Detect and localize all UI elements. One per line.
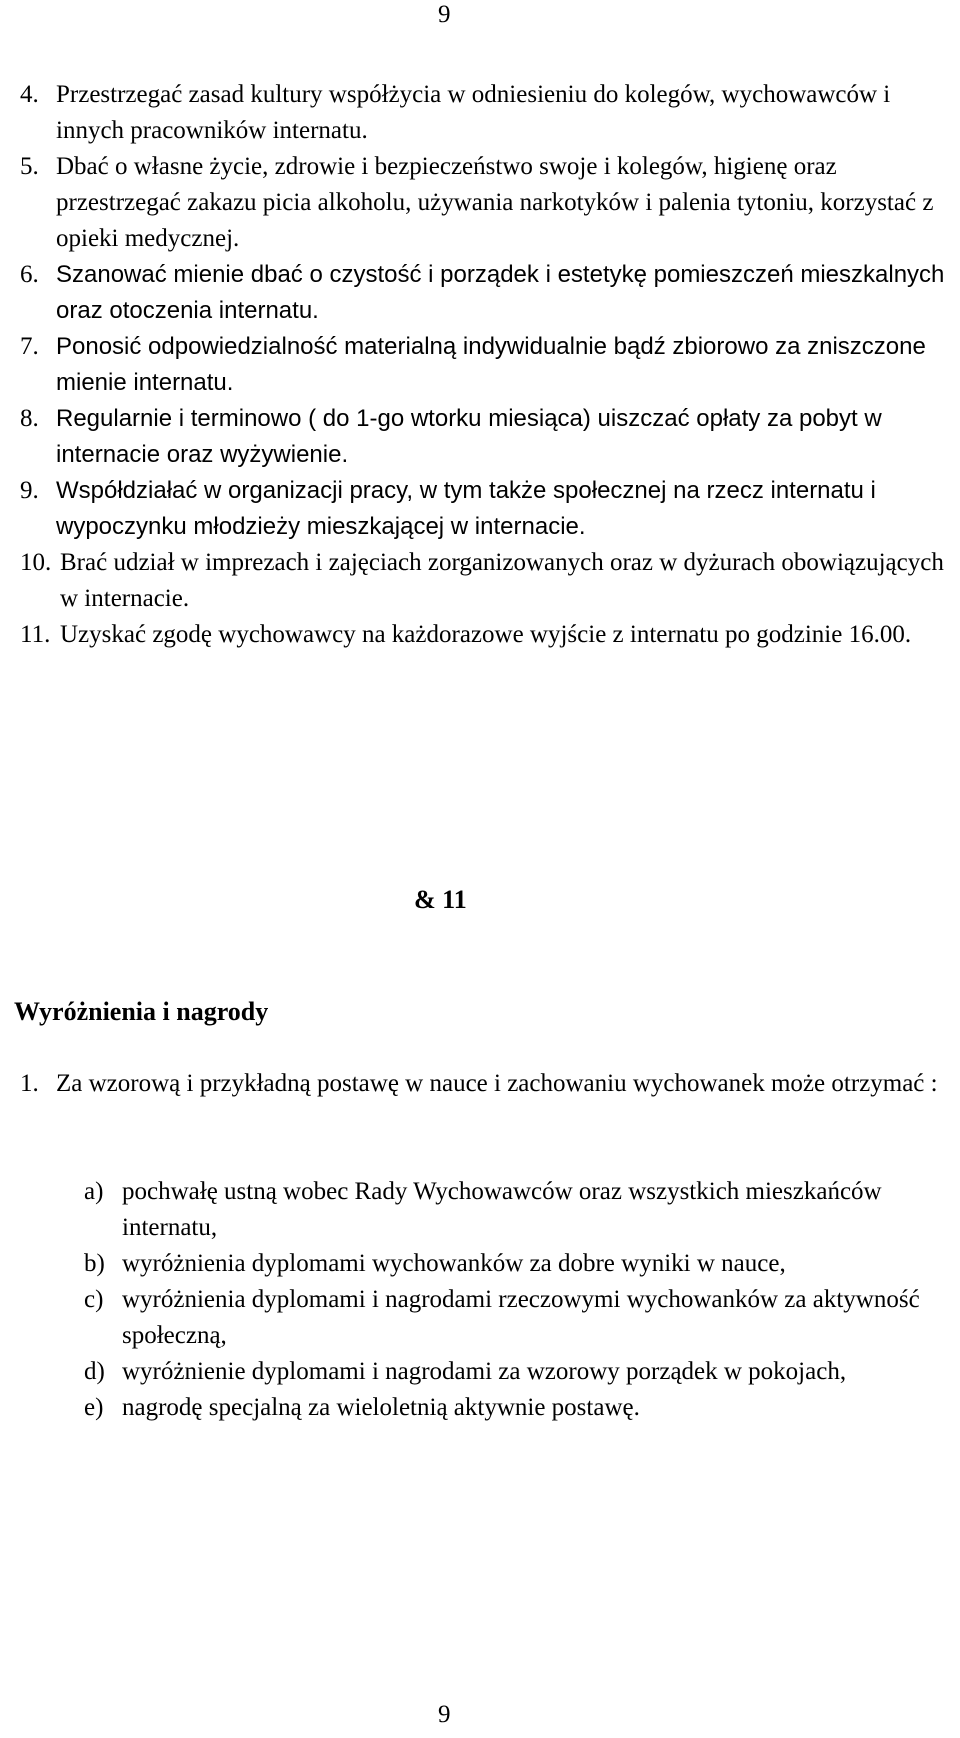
list-item xyxy=(20,149,950,257)
obligations-list xyxy=(20,77,950,653)
section-number: & 11 xyxy=(414,885,467,914)
item-text: Współdziałać w organizacji pracy, w tym także społecznej na rzecz internatu i wypoczynku młodzieży mieszkającej w internacie. xyxy=(56,477,876,540)
list-item xyxy=(20,257,950,329)
list-item xyxy=(20,77,950,149)
item-number: 9. xyxy=(20,477,39,504)
award-item xyxy=(84,1390,944,1426)
item-number: 5. xyxy=(20,153,39,180)
item-text: Szanować mienie dbać o czystość i porządek i estetykę pomieszczeń mieszkalnych oraz otoczenia internatu. xyxy=(56,261,945,324)
item-number: 6. xyxy=(20,261,39,288)
award-text: wyróżnienie dyplomami i nagrodami za wzorowy porządek w pokojach, xyxy=(122,1358,847,1385)
list-item xyxy=(20,617,950,653)
award-text: nagrodę specjalną za wieloletnią aktywnie postawę. xyxy=(122,1394,640,1421)
award-letter: a) xyxy=(84,1178,104,1205)
page-number-bottom: 9 xyxy=(438,1701,451,1728)
awards-list xyxy=(84,1174,944,1426)
item-text: Regularnie i terminowo ( do 1-go wtorku miesiąca) uiszczać opłaty za pobyt w internacie oraz wyżywienie. xyxy=(56,405,882,468)
item-text: Brać udział w imprezach i zajęciach zorganizowanych oraz w dyżurach obowiązujących w internacie. xyxy=(60,549,944,612)
item-number: 11. xyxy=(20,621,51,648)
intro-text: Za wzorową i przykładną postawę w nauce i zachowaniu wychowanek może otrzymać : xyxy=(56,1070,938,1097)
list-item xyxy=(20,545,950,617)
section-heading: Wyróżnienia i nagrody xyxy=(14,997,269,1026)
award-letter: d) xyxy=(84,1358,105,1385)
list-item xyxy=(20,473,950,545)
award-text: wyróżnienia dyplomami wychowanków za dobre wyniki w nauce, xyxy=(122,1250,786,1277)
award-letter: b) xyxy=(84,1250,105,1277)
item-text: Ponosić odpowiedzialność materialną indywidualnie bądź zbiorowo za zniszczone mienie internatu. xyxy=(56,333,926,396)
list-item xyxy=(20,401,950,473)
award-item xyxy=(84,1174,944,1246)
award-item xyxy=(84,1246,944,1282)
item-number: 7. xyxy=(20,333,39,360)
list-item xyxy=(20,329,950,401)
page-number-top: 9 xyxy=(438,1,451,28)
item-number: 8. xyxy=(20,405,39,432)
item-text: Przestrzegać zasad kultury współżycia w odniesieniu do kolegów, wychowawców i innych pracowników internatu. xyxy=(56,81,891,144)
intro-paragraph xyxy=(20,1066,950,1102)
item-number: 4. xyxy=(20,81,39,108)
award-item xyxy=(84,1354,944,1390)
item-text: Uzyskać zgodę wychowawcy na każdorazowe wyjście z internatu po godzinie 16.00. xyxy=(60,621,912,648)
item-text: Dbać o własne życie, zdrowie i bezpieczeństwo swoje i kolegów, higienę oraz przestrzegać zakazu picia alkoholu, używania narkotyków i palenia tytoniu, korzystać z opieki medycznej. xyxy=(56,153,934,252)
award-letter: c) xyxy=(84,1286,104,1313)
award-item xyxy=(84,1282,944,1354)
award-text: pochwałę ustną wobec Rady Wychowawców oraz wszystkich mieszkańców internatu, xyxy=(122,1178,882,1241)
intro-number: 1. xyxy=(20,1070,39,1097)
award-text: wyróżnienia dyplomami i nagrodami rzeczowymi wychowanków za aktywność społeczną, xyxy=(122,1286,920,1349)
item-number: 10. xyxy=(20,549,52,576)
award-letter: e) xyxy=(84,1394,104,1421)
